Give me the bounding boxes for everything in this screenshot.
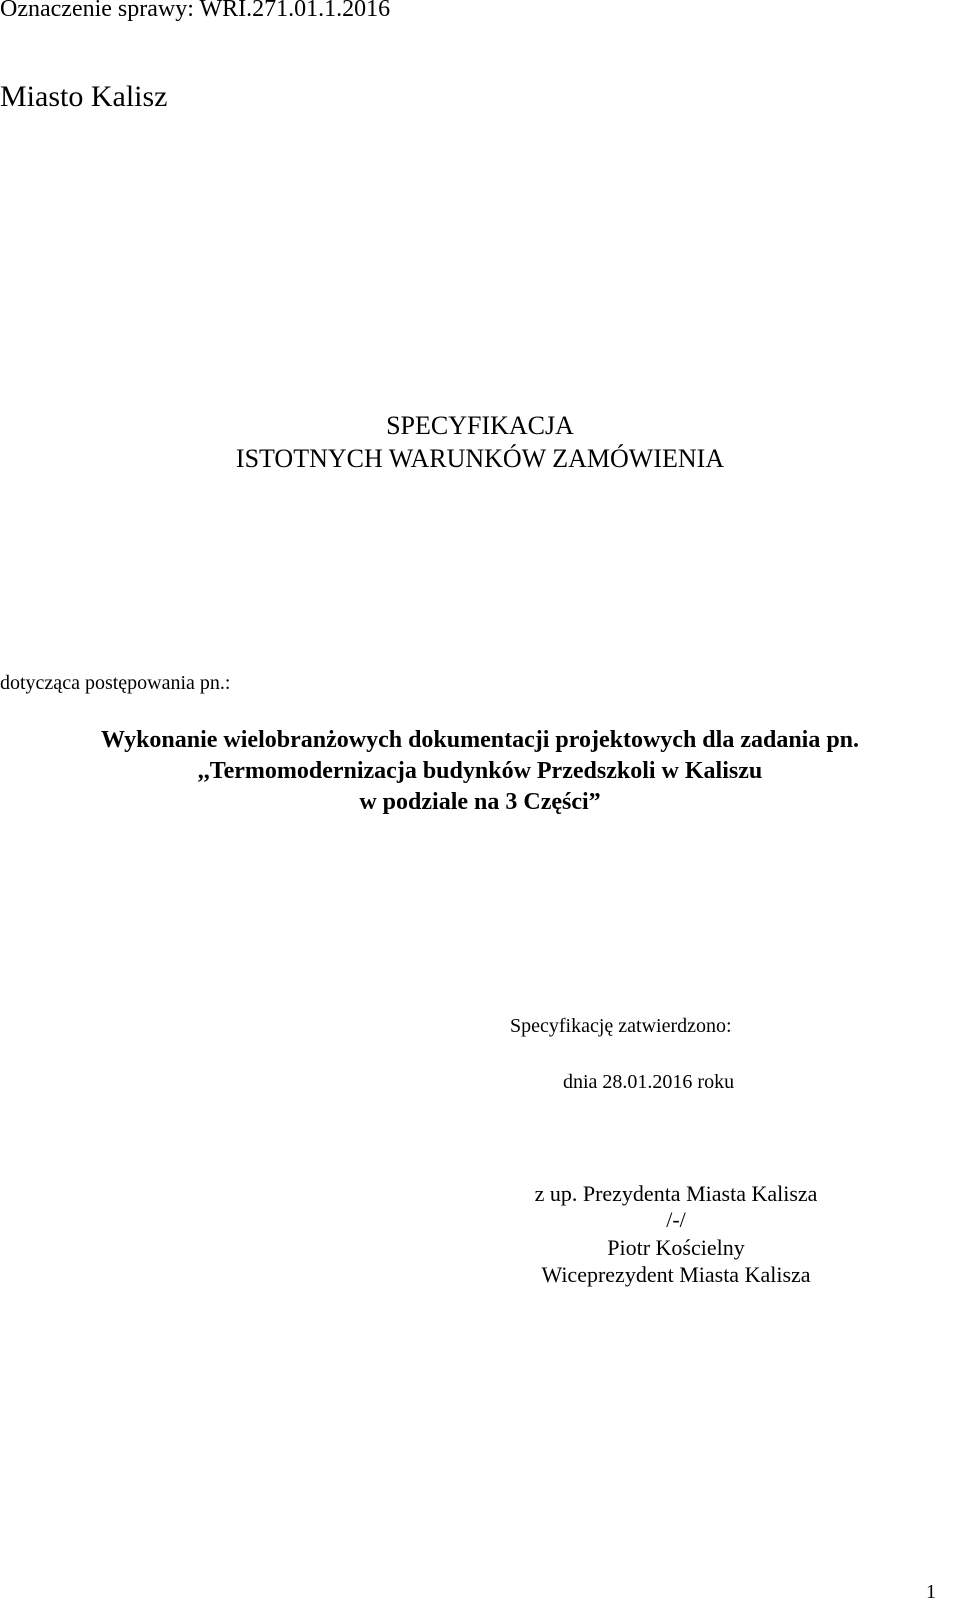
approval-date: dnia 28.01.2016 roku — [563, 1071, 735, 1093]
signature-position: Wiceprezydent Miasta Kalisza — [541, 1262, 811, 1287]
subject-line-2: ,,Termomodernizacja budynków Przedszkoli w Kaliszu — [197, 758, 763, 784]
title-line-2: ISTOTNYCH WARUNKÓW ZAMÓWIENIA — [235, 444, 725, 473]
subject-line-3: w podziale na 3 Części” — [359, 789, 601, 815]
signature-name: Piotr Kościelny — [607, 1235, 745, 1260]
case-reference: Oznaczenie sprawy: WRI.271.01.1.2016 — [0, 0, 391, 22]
approval-label: Specyfikację zatwierdzono: — [510, 1015, 732, 1037]
signature-line-2: /-/ — [666, 1207, 686, 1232]
signature-line-1: z up. Prezydenta Miasta Kalisza — [534, 1181, 818, 1206]
city-name: Miasto Kalisz — [0, 80, 168, 113]
subject-line-1: Wykonanie wielobranżowych dokumentacji projektowych dla zadania pn. — [100, 727, 860, 753]
title-line-1: SPECYFIKACJA — [386, 411, 574, 440]
intro-text: dotycząca postępowania pn.: — [0, 672, 231, 694]
page-number: 1 — [926, 1581, 936, 1603]
